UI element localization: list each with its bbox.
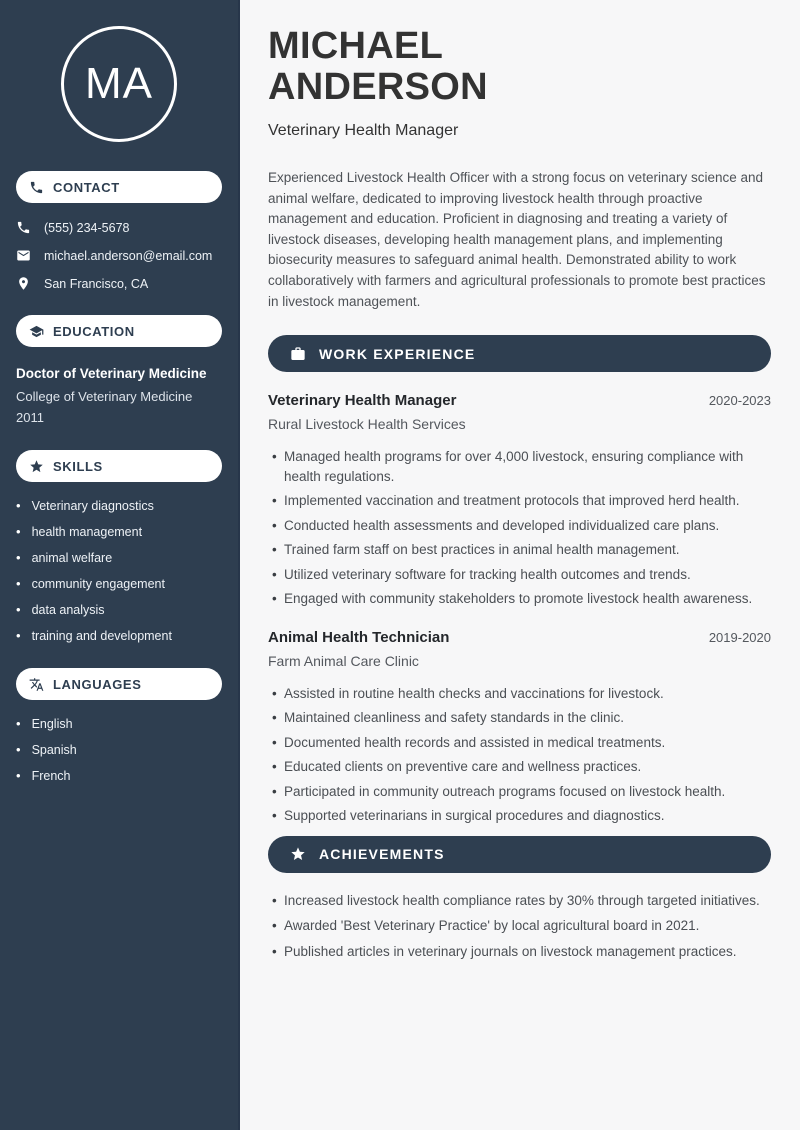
bullet-dot: • [16, 768, 21, 783]
person-first-name: MICHAEL [268, 25, 444, 67]
skill-item [16, 576, 222, 592]
work-experience-title: WORK EXPERIENCE [319, 345, 476, 362]
job-bullet-list [268, 684, 771, 826]
avatar-initials: MA [85, 59, 153, 108]
translate-icon [29, 677, 44, 692]
skill-label: Veterinary diagnostics [31, 499, 154, 513]
language-label: French [31, 769, 71, 783]
languages-section-title: LANGUAGES [53, 676, 142, 692]
work-experience-section-header [268, 335, 771, 372]
language-label: English [31, 717, 73, 731]
skill-label: health management [31, 525, 143, 539]
email-address: michael.anderson@email.com [44, 248, 213, 263]
contact-section-header [16, 171, 222, 203]
skill-item [16, 602, 222, 618]
job-entry [268, 629, 771, 826]
job-bullet-list [268, 447, 771, 609]
phone-number: (555) 234-5678 [44, 220, 130, 235]
languages-section-header [16, 668, 222, 700]
job-bullet: • Engaged with community stakeholders to promote livestock health awareness. [284, 589, 771, 609]
graduation-cap-icon [29, 324, 44, 339]
avatar [61, 26, 177, 142]
star-icon [290, 846, 306, 862]
bullet-dot: • [16, 576, 21, 591]
job-bullet: • Supported veterinarians in surgical procedures and diagnostics. [284, 806, 771, 826]
skills-section-header [16, 450, 222, 482]
skill-label: training and development [31, 629, 172, 643]
job-bullet: • Trained farm staff on best practices in animal health management. [284, 540, 771, 560]
bullet-dot: • [16, 602, 21, 617]
education-year: 2011 [16, 410, 44, 425]
resume-body [240, 0, 800, 1130]
location-pin-icon [16, 276, 31, 291]
achievement-bullet: • Published articles in veterinary journals on livestock management practices. [284, 942, 771, 962]
language-item [16, 768, 222, 784]
contact-location [16, 276, 222, 291]
job-bullet: • Implemented vaccination and treatment protocols that improved herd health. [284, 491, 771, 511]
job-bullet: • Maintained cleanliness and safety standards in the clinic. [284, 708, 771, 728]
education-section-header [16, 315, 222, 347]
phone-icon [16, 220, 31, 235]
job-company: Rural Livestock Health Services [268, 416, 466, 433]
skill-label: animal welfare [31, 551, 113, 565]
job-dates: 2019-2020 [708, 629, 771, 645]
contact-phone [16, 220, 222, 235]
job-title: Veterinary Health Manager [268, 392, 457, 410]
job-header [268, 392, 771, 409]
language-item [16, 742, 222, 758]
job-company: Farm Animal Care Clinic [268, 652, 419, 669]
bullet-dot: • [16, 498, 21, 513]
contact-email [16, 248, 222, 263]
location-text: San Francisco, CA [44, 276, 149, 291]
skill-item [16, 524, 222, 540]
skill-label: community engagement [31, 577, 165, 591]
skills-section-title: SKILLS [53, 458, 103, 474]
education-section-title: EDUCATION [53, 323, 135, 339]
job-bullet: • Utilized veterinary software for tracking health outcomes and trends. [284, 565, 771, 585]
contact-section-title: CONTACT [53, 179, 120, 195]
job-bullet: • Managed health programs for over 4,000 livestock, ensuring compliance with health regulations. [284, 447, 771, 486]
language-item [16, 716, 222, 732]
person-last-name: ANDERSON [268, 66, 488, 108]
bullet-dot: • [16, 550, 21, 565]
phone-icon [29, 180, 44, 195]
skill-item [16, 498, 222, 514]
education-school: College of Veterinary Medicine [16, 389, 193, 404]
achievements-section-header [268, 836, 771, 873]
languages-list [16, 716, 222, 784]
skill-item [16, 628, 222, 644]
briefcase-icon [290, 346, 306, 362]
job-entry [268, 392, 771, 609]
job-header [268, 629, 771, 646]
bullet-dot: • [16, 716, 21, 731]
achievement-bullet: • Awarded 'Best Veterinary Practice' by local agricultural board in 2021. [284, 916, 771, 936]
skills-list [16, 498, 222, 644]
achievements-list [268, 891, 771, 962]
job-title: Animal Health Technician [268, 628, 450, 646]
job-bullet: • Documented health records and assisted in medical treatments. [284, 733, 771, 753]
job-bullet: • Participated in community outreach programs focused on livestock health. [284, 782, 771, 802]
summary-paragraph: Experienced Livestock Health Officer with a strong focus on veterinary science and animal welfare, dedicated to improving livestock health through proactive management and education. Proficient in diagnosing and treating a variety of livestock diseases, developing health management plans, and implementing biosecurity measures to safeguard animal health. Demonstrated ability to work collaboratively with farmers and agricultural professionals to promote best practices in livestock management. [268, 170, 766, 309]
skill-label: data analysis [31, 603, 105, 617]
job-dates: 2020-2023 [708, 393, 771, 409]
job-bullet: • Educated clients on preventive care and wellness practices. [284, 757, 771, 777]
language-label: Spanish [31, 743, 77, 757]
bullet-dot: • [16, 742, 21, 757]
sidebar [0, 0, 240, 1130]
mail-icon [16, 248, 31, 263]
bullet-dot: • [16, 524, 21, 539]
achievement-bullet: • Increased livestock health compliance rates by 30% through targeted initiatives. [284, 891, 771, 911]
job-bullet: • Assisted in routine health checks and vaccinations for livestock. [284, 684, 771, 704]
person-headline: Veterinary Health Manager [268, 122, 459, 139]
contact-list [16, 220, 222, 291]
education-degree: Doctor of Veterinary Medicine [16, 366, 207, 381]
star-icon [29, 459, 44, 474]
skill-item [16, 550, 222, 566]
bullet-dot: • [16, 628, 21, 643]
person-name [268, 26, 771, 108]
job-bullet: • Conducted health assessments and developed individualized care plans. [284, 516, 771, 536]
achievements-title: ACHIEVEMENTS [319, 846, 445, 863]
